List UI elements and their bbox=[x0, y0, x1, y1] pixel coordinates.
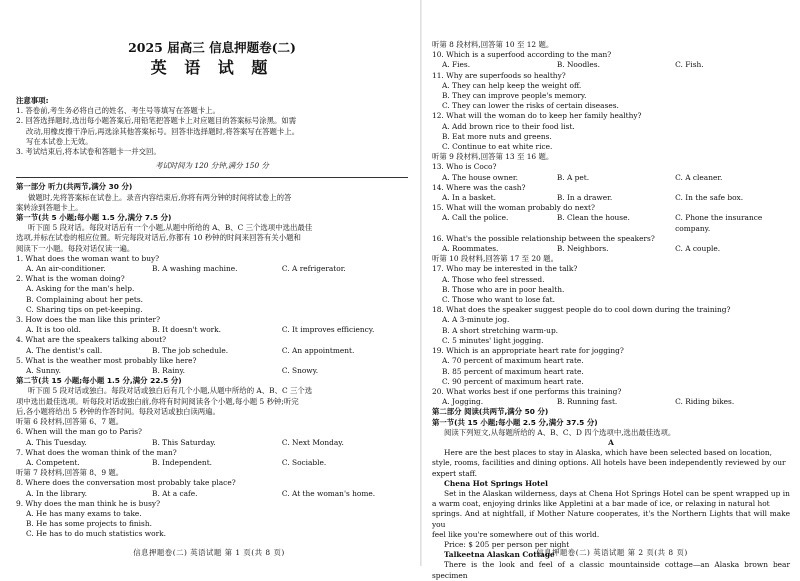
option-b: B. They can improve people's memory. bbox=[442, 91, 587, 101]
option-b: B. Clean the house. bbox=[556, 213, 630, 223]
question-9: 9. Why does the man think he is busy? bbox=[16, 498, 161, 508]
question-20-options bbox=[432, 397, 790, 407]
question-3: 3. How does the man like this printer? bbox=[16, 315, 161, 325]
option-b: B. A washing machine. bbox=[152, 264, 238, 274]
section1-intro: 听下面 5 段对话。每段对话后有一个小题,从题中所给的 A、B、C 三个选项中选出最佳 bbox=[28, 223, 313, 233]
note-line: 3. 考试结束后,将本试卷和答题卡一并交回。 bbox=[16, 147, 161, 157]
option-a: A. He has many exams to take. bbox=[26, 508, 142, 518]
option-c: C. He has to do much statistics work. bbox=[26, 529, 166, 539]
option-c: C. Sharing tips on pet-keeping. bbox=[26, 304, 143, 314]
passage-letter: A bbox=[608, 437, 614, 447]
top-spacer bbox=[432, 0, 790, 40]
option-a: A. This Tuesday. bbox=[26, 437, 87, 447]
passage-line: springs. And at nightfall, if Mother Nature cooperates, it's the Northern Lights that will make you bbox=[432, 509, 790, 529]
part2-intro: 阅读下列短文,从每题所给的 A、B、C、D 四个选项中,选出最佳选项。 bbox=[444, 427, 676, 437]
question-11: 11. Why are superfoods so healthy? bbox=[432, 70, 566, 80]
question-3-options bbox=[16, 325, 408, 335]
option-b: B. Running fast. bbox=[556, 397, 618, 407]
section1-heading: 第一节(共 5 小题;每小题 1.5 分,满分 7.5 分) bbox=[16, 213, 172, 223]
exam-info: 考试时间为 120 分钟,满分 150 分 bbox=[155, 161, 269, 171]
question-14: 14. Where was the cash? bbox=[432, 182, 526, 192]
section2-intro: 听下面 5 段对话或独白。每段对话或独白后有几个小题,从题中所给的 A、B、C 三个选 bbox=[28, 386, 313, 396]
option-b: B. It doesn't work. bbox=[152, 325, 222, 335]
passage-line: feel like you're somewhere out of this world. bbox=[432, 529, 600, 539]
exam-title: 2025 届高三 信息押题卷(二) bbox=[128, 40, 296, 55]
part1-intro: 做题时,先将答案标在试卷上。录音内容结束后,你将有两分钟的时间将试卷上的答 bbox=[28, 192, 292, 202]
listen-instruction: 听第 9 段材料,回答第 13 至 16 题。 bbox=[432, 152, 554, 162]
section2-intro: 项中选出最佳选项。听每段对话或独白前,你将有时间阅读各个小题,每小题 5 秒钟;听完 bbox=[16, 396, 299, 406]
question-5: 5. What is the weather most probably like here? bbox=[16, 355, 197, 365]
note-line: 2. 回答选择题时,选出每小题答案后,用铅笔把答题卡上对应题目的答案标号涂黑。如需 bbox=[16, 116, 297, 126]
question-2: 2. What is the woman doing? bbox=[16, 274, 125, 284]
option-b: B. A short stretching warm-up. bbox=[442, 325, 559, 335]
option-c: C. At the woman's home. bbox=[281, 488, 376, 498]
section1-intro: 选项,并标在试卷的相应位置。听完每段对话后,你都有 10 秒钟的时间来回答有关小题和 bbox=[16, 233, 301, 243]
question-1-options bbox=[16, 264, 408, 274]
option-a: A. In the library. bbox=[26, 488, 87, 498]
page-footer: 信息押题卷(二) 英语试题 第 1 页(共 8 页) bbox=[133, 547, 285, 557]
option-c: C. Fish. bbox=[675, 60, 704, 70]
option-c: C. Those who want to lose fat. bbox=[442, 295, 555, 305]
right-page bbox=[424, 0, 800, 580]
option-c: C. Phone the insurance company. bbox=[675, 213, 763, 233]
part1-heading: 第一部分 听力(共两节,满分 30 分) bbox=[16, 182, 133, 192]
question-13: 13. Who is Coco? bbox=[432, 162, 497, 172]
option-a: A. The dentist's call. bbox=[26, 345, 103, 355]
part2-heading: 第二部分 阅读(共两节,满分 50 分) bbox=[432, 407, 549, 417]
question-18: 18. What does the speaker suggest people do to cool down during the training? bbox=[432, 305, 731, 315]
question-15: 15. What will the woman probably do next? bbox=[432, 203, 595, 213]
passage-line: a warm coat, enjoying drinks like Appletini at a bar made of ice, or relaxing in natural hot bbox=[432, 499, 770, 509]
page-fold bbox=[420, 0, 422, 566]
option-b: B. Noodles. bbox=[556, 60, 600, 70]
option-a: A. 70 percent of maximum heart rate. bbox=[442, 356, 584, 366]
option-c: C. An appointment. bbox=[281, 345, 355, 355]
option-b: B. Those who are in poor health. bbox=[442, 284, 565, 294]
option-b: B. At a cafe. bbox=[152, 488, 198, 498]
question-7-options bbox=[16, 458, 408, 468]
option-b: B. The job schedule. bbox=[152, 345, 229, 355]
option-a: A. They can help keep the weight off. bbox=[442, 80, 582, 90]
option-a: A. Roommates. bbox=[442, 244, 499, 254]
option-b: B. Eat more nuts and greens. bbox=[442, 131, 552, 141]
question-20: 20. What works best if one performs this training? bbox=[432, 386, 622, 396]
option-a: A. Competent. bbox=[26, 457, 80, 467]
option-a: A. Asking for the man's help. bbox=[26, 284, 135, 294]
option-a: A. An air-conditioner. bbox=[26, 264, 106, 274]
option-c: C. A couple. bbox=[675, 244, 721, 254]
question-4-options bbox=[16, 346, 408, 356]
option-b: B. 85 percent of maximum heart rate. bbox=[442, 366, 584, 376]
question-16-options bbox=[432, 244, 790, 254]
hotel1-price: Price: $ 205 per person per night bbox=[444, 539, 570, 549]
part2-section1-heading: 第一节(共 15 小题;每小题 2.5 分,满分 37.5 分) bbox=[432, 417, 598, 427]
option-a: A. The house owner. bbox=[442, 172, 518, 182]
question-8: 8. Where does the conversation most probably take place? bbox=[16, 478, 236, 488]
passage-line: Here are the best places to stay in Alaska, which have been selected based on location, bbox=[444, 448, 772, 458]
divider bbox=[16, 177, 408, 178]
note-line: 改动,用橡皮擦干净后,再选涂其他答案标号。回答非选择题时,将答案写在答题卡上。 bbox=[26, 126, 300, 136]
note-line: 写在本试卷上无效。 bbox=[26, 136, 93, 146]
option-a: A. In a basket. bbox=[442, 193, 496, 203]
hotel2-name: Talkeetna Alaskan Cottage bbox=[444, 550, 555, 560]
listen-instruction: 听第 10 段材料,回答第 17 至 20 题。 bbox=[432, 254, 558, 264]
option-c: C. It improves efficiency. bbox=[281, 325, 375, 335]
option-a: A. Sunny. bbox=[26, 366, 61, 376]
question-7: 7. What does the woman think of the man? bbox=[16, 447, 177, 457]
option-b: B. Neighbors. bbox=[556, 244, 609, 254]
option-c: C. Sociable. bbox=[281, 457, 327, 467]
option-c: C. 5 minutes' light jogging. bbox=[442, 335, 544, 345]
section2-heading: 第二节(共 15 小题;每小题 1.5 分,满分 22.5 分) bbox=[16, 376, 182, 386]
exam-subtitle: 英 语 试 题 bbox=[150, 58, 274, 77]
page-footer: 信息押题卷(二) 英语试题 第 2 页(共 8 页) bbox=[536, 547, 688, 557]
option-b: B. He has some projects to finish. bbox=[26, 519, 152, 529]
question-13-options bbox=[432, 173, 790, 183]
option-a: A. Those who feel stressed. bbox=[442, 274, 545, 284]
passage-line: style, rooms, facilities and dining options. All hotels have been independently reviewed by our bbox=[432, 458, 786, 468]
part1-intro: 案转涂到答题卡上。 bbox=[16, 202, 83, 212]
option-c: C. In the safe box. bbox=[675, 193, 744, 203]
option-a: A. It is too old. bbox=[26, 325, 81, 335]
option-b: B. Independent. bbox=[152, 457, 213, 467]
section2-intro: 后,各小题将给出 5 秒钟的作答时间。每段对话或独白读两遍。 bbox=[16, 406, 220, 416]
passage-line: expert staff. bbox=[432, 468, 478, 478]
option-b: B. Complaining about her pets. bbox=[26, 294, 143, 304]
question-8-options bbox=[16, 489, 408, 499]
option-a: A. Fies. bbox=[442, 60, 471, 70]
question-10-options bbox=[432, 60, 790, 70]
option-b: B. A pet. bbox=[556, 172, 590, 182]
passage-line: Set in the Alaskan wilderness, days at Chena Hot Springs Hotel can be spent wrapped up in bbox=[444, 488, 790, 498]
hotel1-name: Chena Hot Springs Hotel bbox=[444, 478, 548, 488]
question-16: 16. What's the possible relationship between the speakers? bbox=[432, 233, 655, 243]
question-5-options bbox=[16, 366, 408, 376]
option-c: C. They can lower the risks of certain diseases. bbox=[442, 101, 619, 111]
question-4: 4. What are the speakers talking about? bbox=[16, 335, 167, 345]
notes-heading: 注意事项: bbox=[16, 96, 49, 105]
option-b: B. This Saturday. bbox=[152, 437, 216, 447]
question-12: 12. What will the woman do to keep her family healthy? bbox=[432, 111, 642, 121]
note-line: 1. 答卷前,考生务必将自己的姓名、考生号等填写在答题卡上。 bbox=[16, 106, 220, 116]
option-c: C. Continue to eat white rice. bbox=[442, 142, 553, 152]
question-17: 17. Who may be interested in the talk? bbox=[432, 264, 578, 274]
question-19: 19. Which is an appropriate heart rate for jogging? bbox=[432, 346, 624, 356]
question-14-options bbox=[432, 193, 790, 203]
question-10: 10. Which is a superfood according to the man? bbox=[432, 50, 612, 60]
option-b: B. Rainy. bbox=[152, 366, 185, 376]
listen-instruction: 听第 7 段材料,回答第 8、9 题。 bbox=[16, 468, 124, 478]
option-c: C. A refrigerator. bbox=[281, 264, 346, 274]
question-1: 1. What does the woman want to buy? bbox=[16, 253, 160, 263]
option-a: A. A 3-minute jog. bbox=[442, 315, 510, 325]
question-15-options bbox=[432, 213, 790, 233]
section1-intro: 阅读下一小题。每段对话仅读一遍。 bbox=[16, 243, 135, 253]
passage-line: There is the look and feel of a classic mountainside cottage—an Alaska brown bear specimen bbox=[432, 560, 790, 580]
option-c: C. Next Monday. bbox=[281, 437, 344, 447]
question-6-options bbox=[16, 438, 408, 448]
option-c: C. A cleaner. bbox=[675, 172, 723, 182]
listen-instruction: 听第 8 段材料,回答第 10 至 12 题。 bbox=[432, 40, 554, 49]
option-c: C. Snowy. bbox=[281, 366, 319, 376]
option-c: C. 90 percent of maximum heart rate. bbox=[442, 376, 584, 386]
option-b: B. In a drawer. bbox=[556, 193, 613, 203]
listen-instruction: 听第 6 段材料,回答第 6、7 题。 bbox=[16, 417, 124, 427]
question-6: 6. When will the man go to Paris? bbox=[16, 427, 142, 437]
option-c: C. Riding bikes. bbox=[675, 397, 735, 407]
option-a: A. Call the police. bbox=[442, 213, 509, 223]
option-a: A. Jogging. bbox=[442, 397, 484, 407]
option-a: A. Add brown rice to their food list. bbox=[442, 121, 575, 131]
